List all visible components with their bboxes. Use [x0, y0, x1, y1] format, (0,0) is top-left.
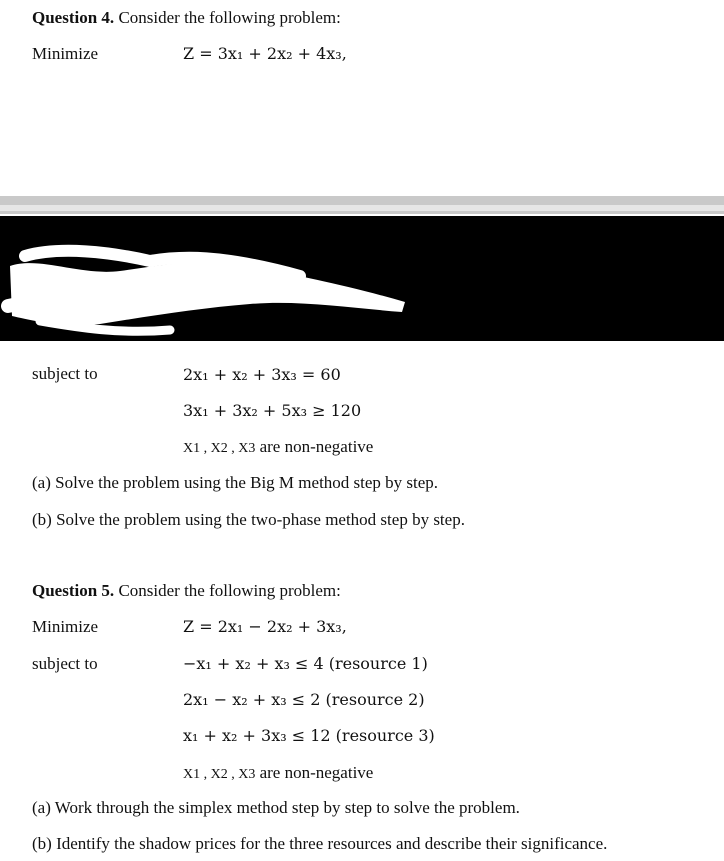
q5-nonnegativity — [183, 763, 373, 783]
q5-constraint-3: x₁ + x₂ + 3x₃ ≤ 12 (resource 3) — [183, 726, 435, 745]
q4-constraint-1: 2x₁ + x₂ + 3x₃ = 60 — [183, 365, 341, 384]
q4-constraint-2: 3x₁ + 3x₂ + 5x₃ ≥ 120 — [183, 401, 362, 420]
q5-part-b: (b) Identify the shadow prices for the three resources and describe their significance. — [32, 834, 608, 853]
q4-heading-number: Question 4. — [32, 8, 115, 27]
q4-minimize-label: Minimize — [32, 44, 99, 63]
q5-constraint-2: 2x₁ − x₂ + x₃ ≤ 2 (resource 2) — [183, 690, 425, 709]
q5-part-a: (a) Work through the simplex method step by step to solve the problem. — [32, 798, 520, 817]
q4-part-a: (a) Solve the problem using the Big M method step by step. — [32, 473, 439, 492]
q4-heading-text: Consider the following problem: — [114, 8, 341, 27]
q5-heading-text: Consider the following problem: — [114, 581, 341, 600]
q4-heading — [32, 8, 341, 28]
q4-variables-list: X1 , X2 , X3 — [183, 441, 256, 456]
q4-nonnegativity — [183, 437, 373, 457]
page-separator-highlight — [0, 205, 724, 211]
q4-nonnegativity-text: are non-negative — [255, 437, 374, 456]
q5-subject-to-label: subject to — [32, 654, 98, 673]
q5-heading-number: Question 5. — [32, 581, 115, 600]
q5-variables-list: X1 , X2 , X3 — [183, 767, 256, 782]
q5-heading — [32, 581, 341, 601]
q5-minimize-label: Minimize — [32, 617, 99, 636]
q5-objective: Z = 2x₁ − 2x₂ + 3x₃, — [183, 617, 347, 636]
q4-part-b: (b) Solve the problem using the two-phase method step by step. — [32, 510, 465, 529]
q4-subject-to-label: subject to — [32, 364, 98, 383]
q5-constraint-1: −x₁ + x₂ + x₃ ≤ 4 (resource 1) — [183, 654, 428, 673]
q4-objective: Z = 3x₁ + 2x₂ + 4x₃, — [183, 44, 347, 63]
q5-nonnegativity-text: are non-negative — [255, 763, 374, 782]
redaction-scribble — [0, 216, 724, 341]
